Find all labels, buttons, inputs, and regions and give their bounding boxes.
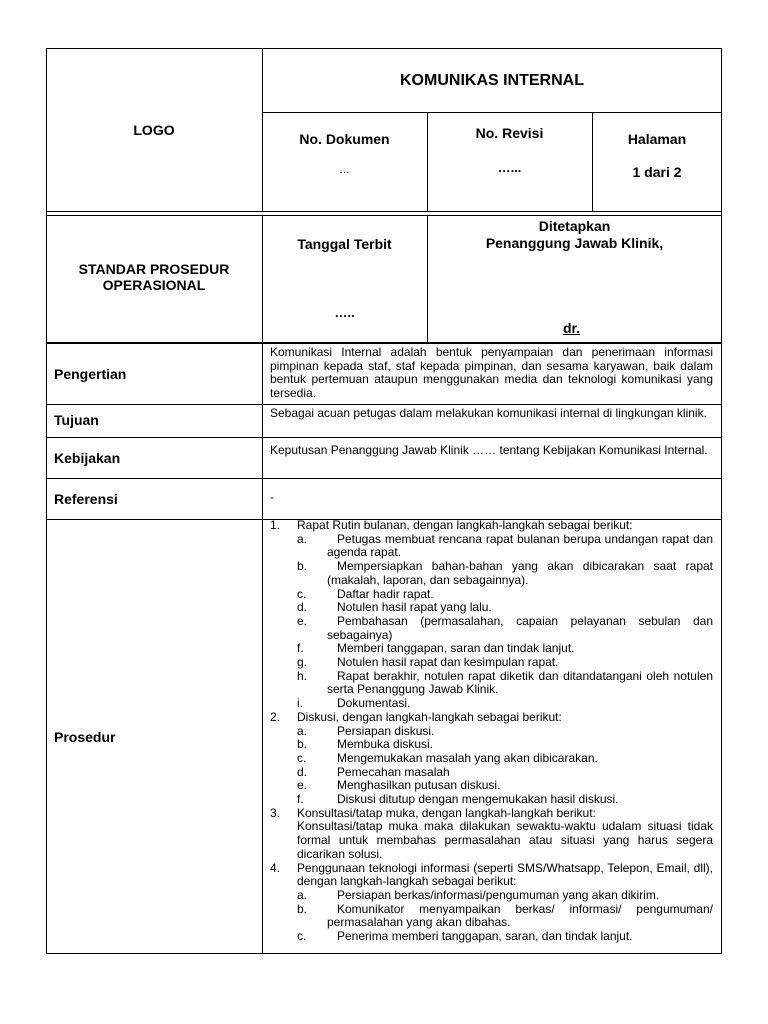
substep-item (270, 930, 713, 944)
pengertian-label: Pengertian (54, 366, 127, 382)
no-revisi-value: …... (497, 160, 522, 175)
substep-item (270, 697, 713, 711)
step-text: Diskusi, dengan langkah-langkah sebagai berikut: (297, 709, 562, 724)
sop-title-line1: STANDAR PROSEDUR (78, 261, 230, 277)
substep-text: Persiapan berkas/informasi/pengumuman yang akan dikirim. (337, 887, 660, 902)
substep-letter: f. (297, 641, 304, 656)
halaman-label: Halaman (627, 131, 687, 147)
sop-title-line2: OPERASIONAL (102, 277, 206, 293)
dr-signature-line: dr. (563, 320, 581, 336)
substep-item (270, 533, 713, 560)
document-title: KOMUNIKAS INTERNAL (400, 72, 584, 89)
prosedur-step (270, 862, 713, 889)
penanggung-jawab-label: Penanggung Jawab Klinik, (485, 235, 664, 251)
step-number: 2. (270, 709, 281, 724)
substep-text: Pemecahan masalah (337, 764, 450, 779)
substep-text: Mempersiapkan bahan-bahan yang akan dibicarakan saat rapat (makalah, laporan, dan sebagainnya). (327, 559, 713, 587)
substep-letter: c. (297, 929, 307, 944)
halaman-value: 1 dari 2 (632, 164, 682, 180)
substep-item (270, 656, 713, 670)
substep-item (270, 601, 713, 615)
substep-text: Komunikator menyampaikan berkas/ informasi/ pengumuman/ permasalahan yang akan dibahas. (327, 901, 713, 930)
substep-text: Dokumentasi. (337, 696, 411, 711)
substep-item (270, 752, 713, 766)
substep-text: Persiapan diskusi. (337, 723, 435, 738)
prosedur-step (270, 519, 713, 533)
substep-item (270, 766, 713, 780)
prosedur-list (270, 519, 713, 944)
substep-text: Menghasilkan putusan diskusi. (337, 778, 501, 793)
tujuan-label: Tujuan (54, 412, 99, 428)
substep-text: Penerima memberi tanggapan, saran, dan tindak lanjut. (337, 929, 633, 944)
ditetapkan-label: Ditetapkan (538, 218, 611, 234)
tujuan-text: Sebagai acuan petugas dalam melakukan komunikasi internal di lingkungan klinik. (270, 406, 707, 420)
kebijakan-label: Kebijakan (54, 450, 121, 466)
no-dokumen-value: ... (339, 162, 350, 176)
prosedur-step (270, 711, 713, 725)
substep-item (270, 615, 713, 642)
tanggal-terbit-value: ….. (334, 305, 355, 320)
substep-text: Diskusi ditutup dengan mengemukakan hasil diskusi. (337, 792, 619, 807)
substep-item (270, 779, 713, 793)
prosedur-label: Prosedur (54, 729, 116, 745)
substep-text: Daftar hadir rapat. (337, 586, 434, 601)
substep-letter: a. (297, 887, 308, 902)
substep-text: Memberi tanggapan, saran dan tindak lanjut. (337, 641, 575, 656)
substep-item (270, 903, 713, 930)
header-block (46, 48, 722, 343)
substep-letter: a. (297, 723, 308, 738)
substep-letter: d. (297, 764, 308, 779)
substep-letter: c. (297, 586, 307, 601)
referensi-label: Referensi (54, 491, 118, 507)
substep-letter: a. (297, 531, 308, 546)
step-text: Penggunaan teknologi informasi (seperti SMS/Whatsapp, Telepon, Email, dll), dengan langkah-langkah sebagai berikut: (297, 860, 713, 889)
referensi-text: - (270, 490, 274, 504)
no-dokumen-label: No. Dokumen (299, 131, 390, 147)
substep-text: Mengemukakan masalah yang akan dibicarakan. (337, 750, 598, 765)
substep-text: Petugas membuat rencana rapat bulanan berupa undangan rapat dan agenda rapat. (327, 531, 713, 560)
substep-item (270, 738, 713, 752)
substep-text: Notulen hasil rapat yang lalu. (337, 600, 492, 615)
substep-letter: c. (297, 750, 307, 765)
step-number: 3. (270, 805, 281, 820)
substep-letter: e. (297, 778, 308, 793)
substep-letter: f. (297, 792, 304, 807)
substep-item (270, 642, 713, 656)
substep-letter: b. (297, 901, 308, 916)
substep-letter: b. (297, 559, 308, 574)
substep-item (270, 889, 713, 903)
substep-text: Rapat berakhir, notulen rapat diketik dan ditandatangani oleh notulen serta Penanggung Jawab Klinik. (327, 668, 713, 697)
no-revisi-label: No. Revisi (475, 125, 544, 141)
prosedur-step (270, 807, 713, 821)
tanggal-terbit-label: Tanggal Terbit (297, 236, 392, 252)
substep-letter: g. (297, 655, 308, 670)
substep-item (270, 793, 713, 807)
step-number: 4. (270, 860, 281, 875)
step-paragraph: Konsultasi/tatap muka maka dilakukan sewaktu-waktu udalam situasi tidak formal untuk membahas permasalahan atau situasi yang harus segera dicarikan solusi. (297, 819, 713, 861)
substep-item (270, 670, 713, 697)
substep-letter: h. (297, 668, 308, 683)
step-text: Rapat Rutin bulanan, dengan langkah-langkah sebagai berikut: (297, 518, 633, 532)
logo-placeholder: LOGO (133, 122, 175, 138)
substep-item (270, 560, 713, 587)
pengertian-text: Komunikasi Internal adalah bentuk penyampaian dan penerimaan informasi pimpinan kepada staf, staf kepada pimpinan, dan sesama karyawan, baik dalam bentuk pertemuan ataupun menggunakan media dan teknologi komunikasi yang tersedia. (270, 345, 713, 400)
substep-letter: e. (297, 613, 308, 628)
substep-item (270, 588, 713, 602)
step-number: 1. (270, 518, 281, 532)
substep-letter: b. (297, 737, 308, 752)
substep-item (270, 725, 713, 739)
substep-letter: i. (297, 696, 303, 711)
substep-letter: d. (297, 600, 308, 615)
step-text: Konsultasi/tatap muka, dengan langkah-langkah berikut: (297, 805, 596, 820)
substep-text: Membuka diskusi. (337, 737, 434, 752)
kebijakan-text: Keputusan Penanggung Jawab Klinik …… tentang Kebijakan Komunikasi Internal. (270, 443, 708, 457)
substep-text: Pembahasan (permasalahan, capaian pelayanan sebulan dan sebagainya) (327, 613, 713, 642)
substep-text: Notulen hasil rapat dan kesimpulan rapat. (337, 655, 559, 670)
